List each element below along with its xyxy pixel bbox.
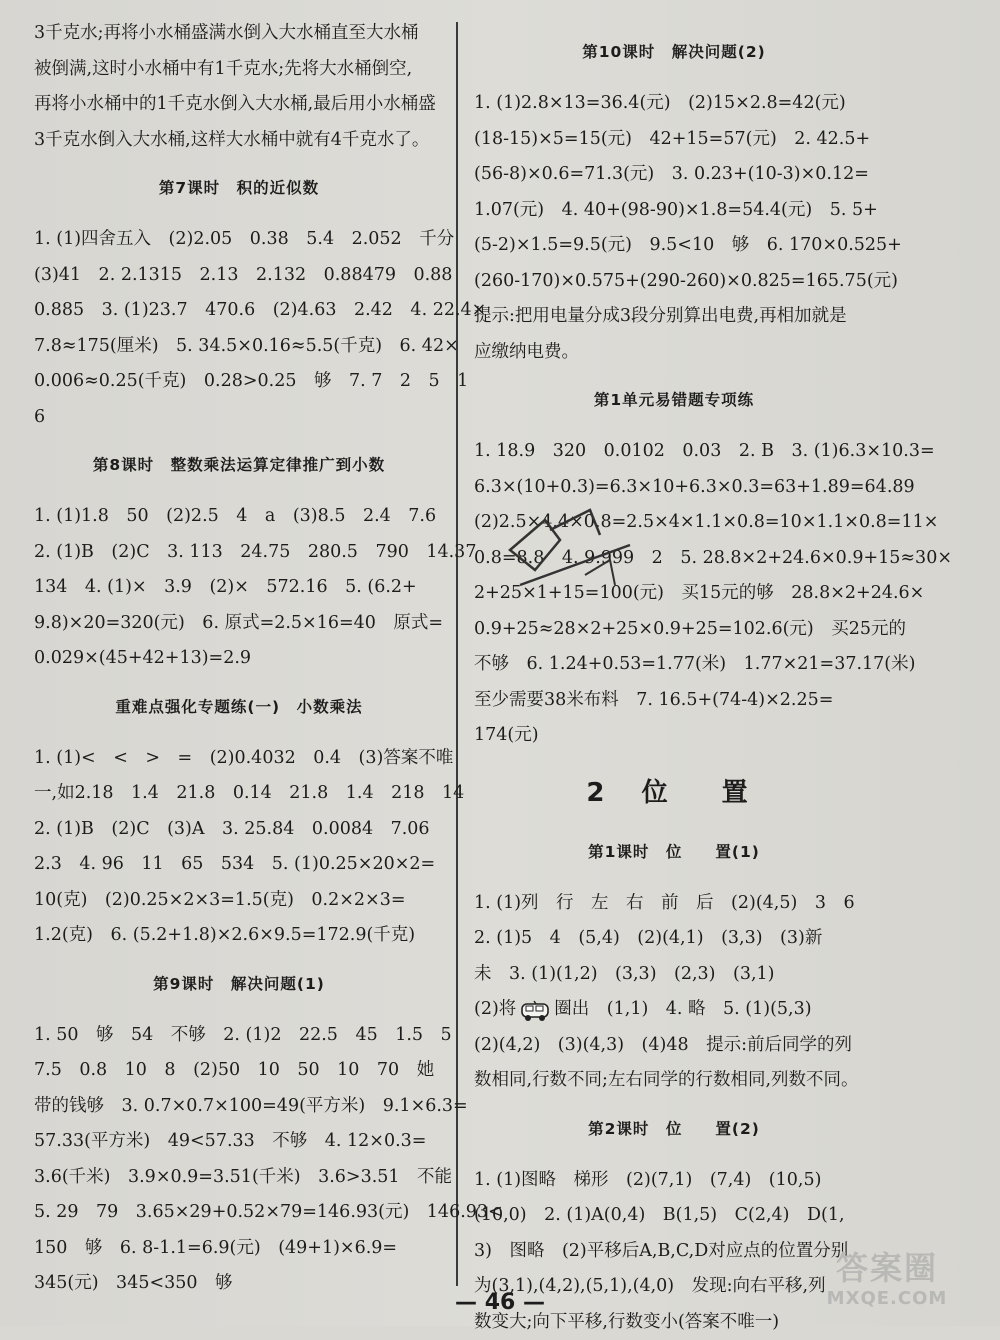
text-line: 2.3 4. 96 11 65 534 5. (1)0.25×20×2= (34, 847, 444, 883)
text-line: 0.006≈0.25(千克) 0.28>0.25 够 7. 7 2 5 1 (34, 364, 444, 400)
section-heading-unit1-errors: 第1单元易错题专项练 (474, 382, 874, 418)
text-line: 1. 18.9 320 0.0102 0.03 2. B 3. (1)6.3×10.3= (474, 434, 874, 470)
text-line: 至少需要38米布料 7. 16.5+(74-4)×2.25= (474, 683, 874, 719)
text-line: 不够 6. 1.24+0.53=1.77(米) 1.77×21=37.17(米) (474, 647, 874, 683)
text-line: 再将小水桶中的1千克水倒入大水桶,最后用小水桶盛 (34, 87, 444, 123)
text-line: (5-2)×1.5=9.5(元) 9.5<10 够 6. 170×0.525+ (474, 228, 874, 264)
text-line: (2)(4,2) (3)(4,3) (4)48 提示:前后同学的列 (474, 1028, 874, 1064)
section-heading-position1: 第1课时 位 置(1) (474, 834, 874, 870)
watermark (802, 1248, 972, 1318)
text-line: 2. (1)5 4 (5,4) (2)(4,1) (3,3) (3)新 (474, 921, 874, 957)
text-line: 0.029×(45+42+13)=2.9 (34, 641, 444, 677)
intro-block (34, 16, 444, 158)
text-line: 被倒满,这时小水桶中有1千克水;先将大水桶倒空, (34, 52, 444, 88)
text-line: 1.07(元) 4. 40+(98-90)×1.8=54.4(元) 5. 5+ (474, 193, 874, 229)
text-line: 3) 图略 (2)平移后A,B,C,D对应点的位置分别 (474, 1234, 874, 1270)
text-line: (56-8)×0.6=71.3(元) 3. 0.23+(10-3)×0.12= (474, 157, 874, 193)
text-line: 1. (1)列 行 左 右 前 后 (2)(4,5) 3 6 (474, 886, 874, 922)
text-line: 2. (1)B (2)C (3)A 3. 25.84 0.0084 7.06 (34, 812, 444, 848)
text-line: 9.8)×20=320(元) 6. 原式=2.5×16=40 原式= (34, 606, 444, 642)
text-line: 6.3×(10+0.3)=6.3×10+6.3×0.3=63+1.89=64.89 (474, 470, 874, 506)
section-heading-lesson9: 第9课时 解决问题(1) (34, 966, 444, 1002)
text-line: 1. (1)1.8 50 (2)2.5 4 a (3)8.5 2.4 7.6 (34, 499, 444, 535)
text-line: 57.33(平方米) 49<57.33 不够 4. 12×0.3= (34, 1124, 444, 1160)
text-line: 174(元) (474, 718, 874, 754)
text-line: 5. 29 79 3.65×29+0.52×79=146.93(元) 146.93< (34, 1195, 444, 1231)
text-line: 150 够 6. 8-1.1=6.9(元) (49+1)×6.9= (34, 1231, 444, 1267)
section-body-special1 (34, 741, 444, 954)
text-line: 3.6(千米) 3.9×0.9=3.51(千米) 3.6>3.51 不能 (34, 1160, 444, 1196)
text-line: 1. (1)四舍五入 (2)2.05 0.38 5.4 2.052 千分 (34, 222, 444, 258)
text-line: 数变大;向下平移,行数变小(答案不唯一) (474, 1305, 874, 1340)
section-body-lesson8 (34, 499, 444, 677)
text-line: 3千克水倒入大水桶,这样大水桶中就有4千克水了。 (34, 123, 444, 159)
text-line: 1. (1)2.8×13=36.4(元) (2)15×2.8=42(元) (474, 86, 874, 122)
text-line: 10(克) (2)0.25×2×3=1.5(克) 0.2×2×3= (34, 883, 444, 919)
text-line: 应缴纳电费。 (474, 335, 874, 371)
page-number: — 46 — (400, 1290, 600, 1315)
text-line: 带的钱够 3. 0.7×0.7×100=49(平方米) 9.1×6.3= (34, 1089, 444, 1125)
text-line: 6 (34, 400, 444, 436)
section-body-lesson9 (34, 1018, 444, 1302)
section-heading-special1: 重难点强化专题练(一) 小数乘法 (34, 689, 444, 725)
section-heading-lesson10: 第10课时 解决问题(2) (474, 34, 874, 70)
text-line: 0.885 3. (1)23.7 470.6 (2)4.63 2.42 4. 22.4× (34, 293, 444, 329)
text-line: (260-170)×0.575+(290-260)×0.825=165.75(元) (474, 264, 874, 300)
text-line: 134 4. (1)× 3.9 (2)× 572.16 5. (6.2+ (34, 570, 444, 606)
text-line: 345(元) 345<350 够 (34, 1266, 444, 1302)
text-line: 2. (1)B (2)C 3. 113 24.75 280.5 790 14.37 (34, 535, 444, 571)
text-line: 为(3,1),(4,2),(5,1),(4,0) 发现:向右平移,列 (474, 1269, 874, 1305)
watermark-url: MXQE.COM (802, 1288, 972, 1310)
section-heading-lesson8: 第8课时 整数乘法运算定律推广到小数 (34, 447, 444, 483)
text-line: 0.9+25≈28×2+25×0.9+25=102.6(元) 买25元的 (474, 612, 874, 648)
text-line: 提示:把用电量分成3段分别算出电费,再相加就是 (474, 299, 874, 335)
text-line: 未 3. (1)(1,2) (3,3) (2,3) (3,1) (474, 957, 874, 993)
section-body-position1 (474, 886, 874, 1099)
text-line: (10,0) 2. (1)A(0,4) B(1,5) C(2,4) D(1, (474, 1198, 874, 1234)
text-line: 1. (1)< < > = (2)0.4032 0.4 (3)答案不唯 (34, 741, 444, 777)
section-heading-position2: 第2课时 位 置(2) (474, 1111, 874, 1147)
text-line: 3千克水;再将小水桶盛满水倒入大水桶直至大水桶 (34, 16, 444, 52)
section-heading-lesson7: 第7课时 积的近似数 (34, 170, 444, 206)
text-fragment: (2)将 (474, 999, 516, 1019)
section-body-lesson10 (474, 86, 874, 370)
text-line: 2+25×1+15=100(元) 买15元的够 28.8×2+24.6× (474, 576, 874, 612)
text-line: 1.2(克) 6. (5.2+1.8)×2.6×9.5=172.9(千克) (34, 918, 444, 954)
text-line: (2)2.5×4.4×0.8=2.5×4×1.1×0.8=10×1.1×0.8=11× (474, 505, 874, 541)
car-icon (520, 998, 550, 1022)
text-line: 0.8=8.8 4. 9.999 2 5. 28.8×2+24.6×0.9+15≈30× (474, 541, 874, 577)
text-line: 7.8≈175(厘米) 5. 34.5×0.16≈5.5(千克) 6. 42× (34, 329, 444, 365)
text-line: 1. 50 够 54 不够 2. (1)2 22.5 45 1.5 5 (34, 1018, 444, 1054)
text-line: 数相同,行数不同;左右同学的行数相同,列数不同。 (474, 1063, 874, 1099)
left-column (34, 16, 444, 1302)
watermark-logo: 答案圈 (802, 1248, 972, 1288)
text-line-with-icon (474, 992, 874, 1028)
pencil-scribble (490, 490, 650, 610)
text-line: 7.5 0.8 10 8 (2)50 10 50 10 70 她 (34, 1053, 444, 1089)
text-line: (18-15)×5=15(元) 42+15=57(元) 2. 42.5+ (474, 122, 874, 158)
text-fragment: 圈出 (1,1) 4. 略 5. (1)(5,3) (554, 999, 811, 1019)
right-column (474, 16, 874, 1340)
section-body-lesson7 (34, 222, 444, 435)
text-line: 1. (1)图略 梯形 (2)(7,1) (7,4) (10,5) (474, 1163, 874, 1199)
unit-title: 2 位 置 (474, 768, 874, 818)
text-line: 一,如2.18 1.4 21.8 0.14 21.8 1.4 218 14 (34, 776, 444, 812)
text-line: (3)41 2. 2.1315 2.13 2.132 0.88479 0.88 (34, 258, 444, 294)
